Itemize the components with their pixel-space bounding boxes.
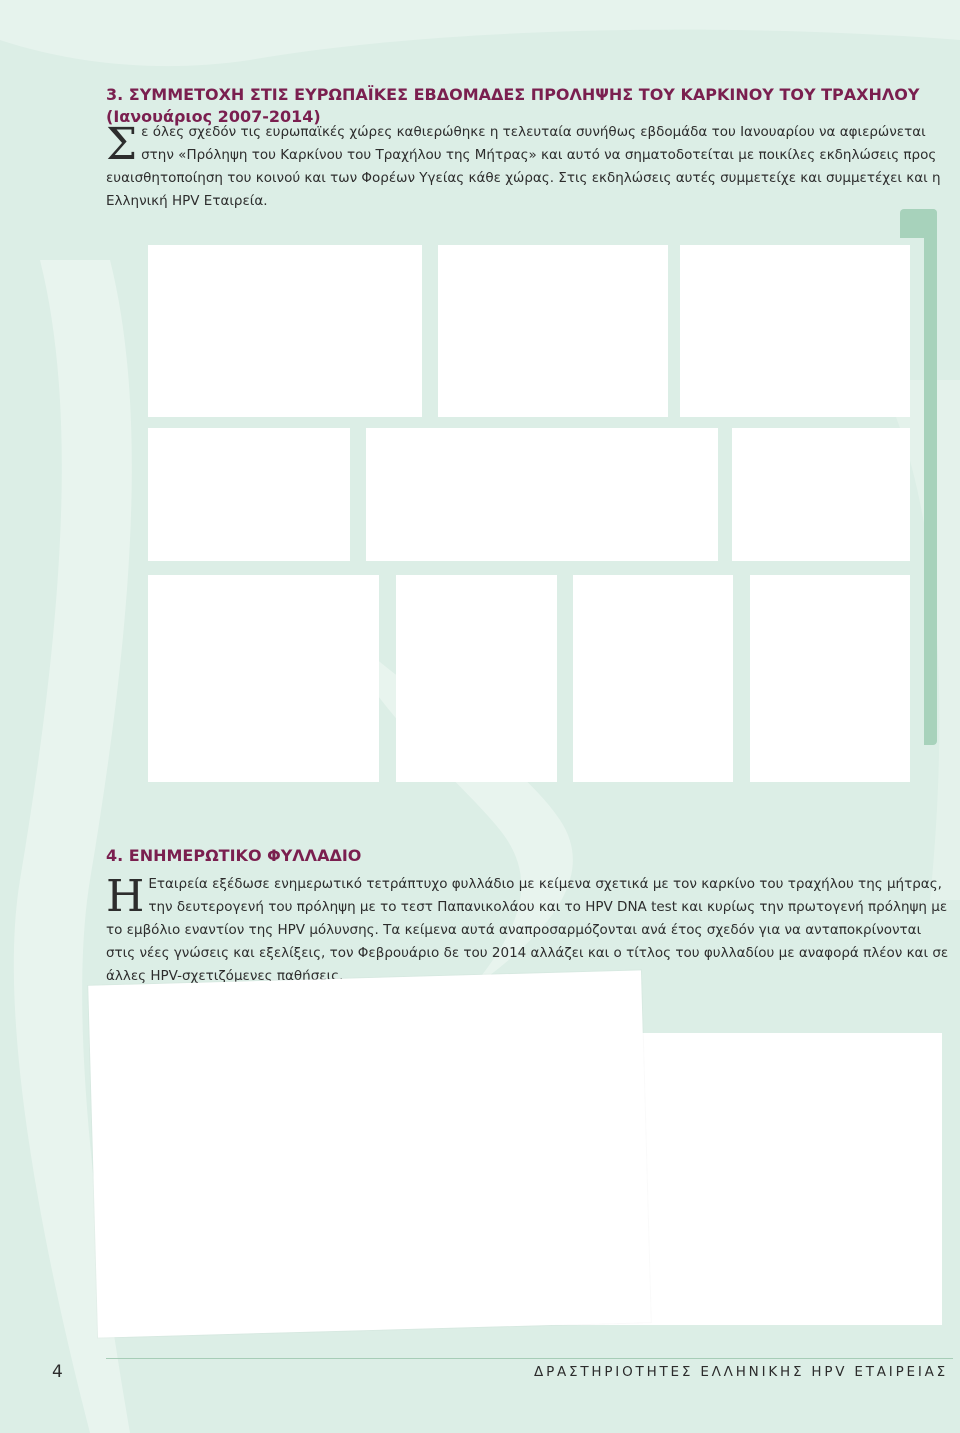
section-4-dropcap: Η	[106, 871, 145, 922]
section-4-heading	[106, 845, 936, 867]
event-photo-9	[573, 575, 733, 782]
footer-rule	[106, 1358, 953, 1359]
event-photo-8	[396, 575, 557, 782]
event-photo-2	[438, 245, 668, 417]
event-photo-5	[366, 428, 718, 561]
section-3-paragraph	[106, 121, 953, 213]
section-4-title: 4. ΕΝΗΜΕΡΩΤΙΚΟ ΦΥΛΛΑΔΙΟ	[106, 846, 362, 865]
section-4-body: Εταιρεία εξέδωσε ενημερωτικό τετράπτυχο φυλλάδιο με κείμενα σχετικά με τον καρκίνο του τραχήλου της μήτρας, την δευτερογενή του πρόληψη με το τεστ Παπανικολάου και το HPV DNA test και κυρίως την πρωτογενή πρόληψη με το εμβόλιο εναντίον της HPV μόλυνσης. Τα κείμενα αυτά αναπροσαρμόζονται ανά έτος σχεδόν για να ανταποκρίνονται στις νέες γνώσεις και εξελίξεις, τον Φεβρουάριο δε του 2014 αλλάζει και ο τίτλος του φυλλαδίου με αναφορά πλέον και σε άλλες HPV-σχετιζόμενες παθήσεις.	[106, 876, 949, 984]
event-photo-1	[148, 245, 422, 417]
section-3-title: 3. ΣΥΜΜΕΤΟΧΗ ΣΤΙΣ ΕΥΡΩΠΑΪΚΕΣ ΕΒΔΟΜΑΔΕΣ ΠΡΟΛΗΨΗΣ ΤΟΥ ΚΑΡΚΙΝΟΥ ΤΟΥ ΤΡΑΧΗΛΟΥ	[106, 85, 920, 104]
event-photo-7	[148, 575, 379, 782]
section-3-dropcap: Σ	[106, 119, 138, 170]
leaflet-image-front	[88, 970, 651, 1337]
page-number: 4	[52, 1362, 63, 1382]
event-photo-10	[750, 575, 910, 782]
section-3-subtitle: (Ιανουάριος 2007-2014)	[106, 107, 321, 126]
running-title: ΔΡΑΣΤΗΡΙΟΤΗΤΕΣ ΕΛΛΗΝΙΚΗΣ HPV ΕΤΑΙΡΕΙΑΣ	[534, 1364, 948, 1380]
section-3-body: ε όλες σχεδόν τις ευρωπαϊκές χώρες καθιερώθηκε η τελευταία συνήθως εβδομάδα του Ιανουαρίου να αφιερώνεται στην «Πρόληψη του Καρκίνου του Τραχήλου της Μήτρας» και αυτό να σηματοδοτείται με ποικίλες εκδηλώσεις προς ευαισθητοποίηση του κοινού και των Φορέων Υγείας κάθε χώρας. Στις εκδηλώσεις αυτές συμμετείχε και συμμετέχει και η Ελληνική HPV Εταιρεία.	[106, 124, 941, 209]
event-photo-6	[732, 428, 910, 561]
section-4-paragraph	[106, 873, 953, 988]
event-photo-3	[680, 245, 910, 417]
photo-frame-accent-right	[924, 209, 937, 745]
event-photo-4	[148, 428, 350, 561]
